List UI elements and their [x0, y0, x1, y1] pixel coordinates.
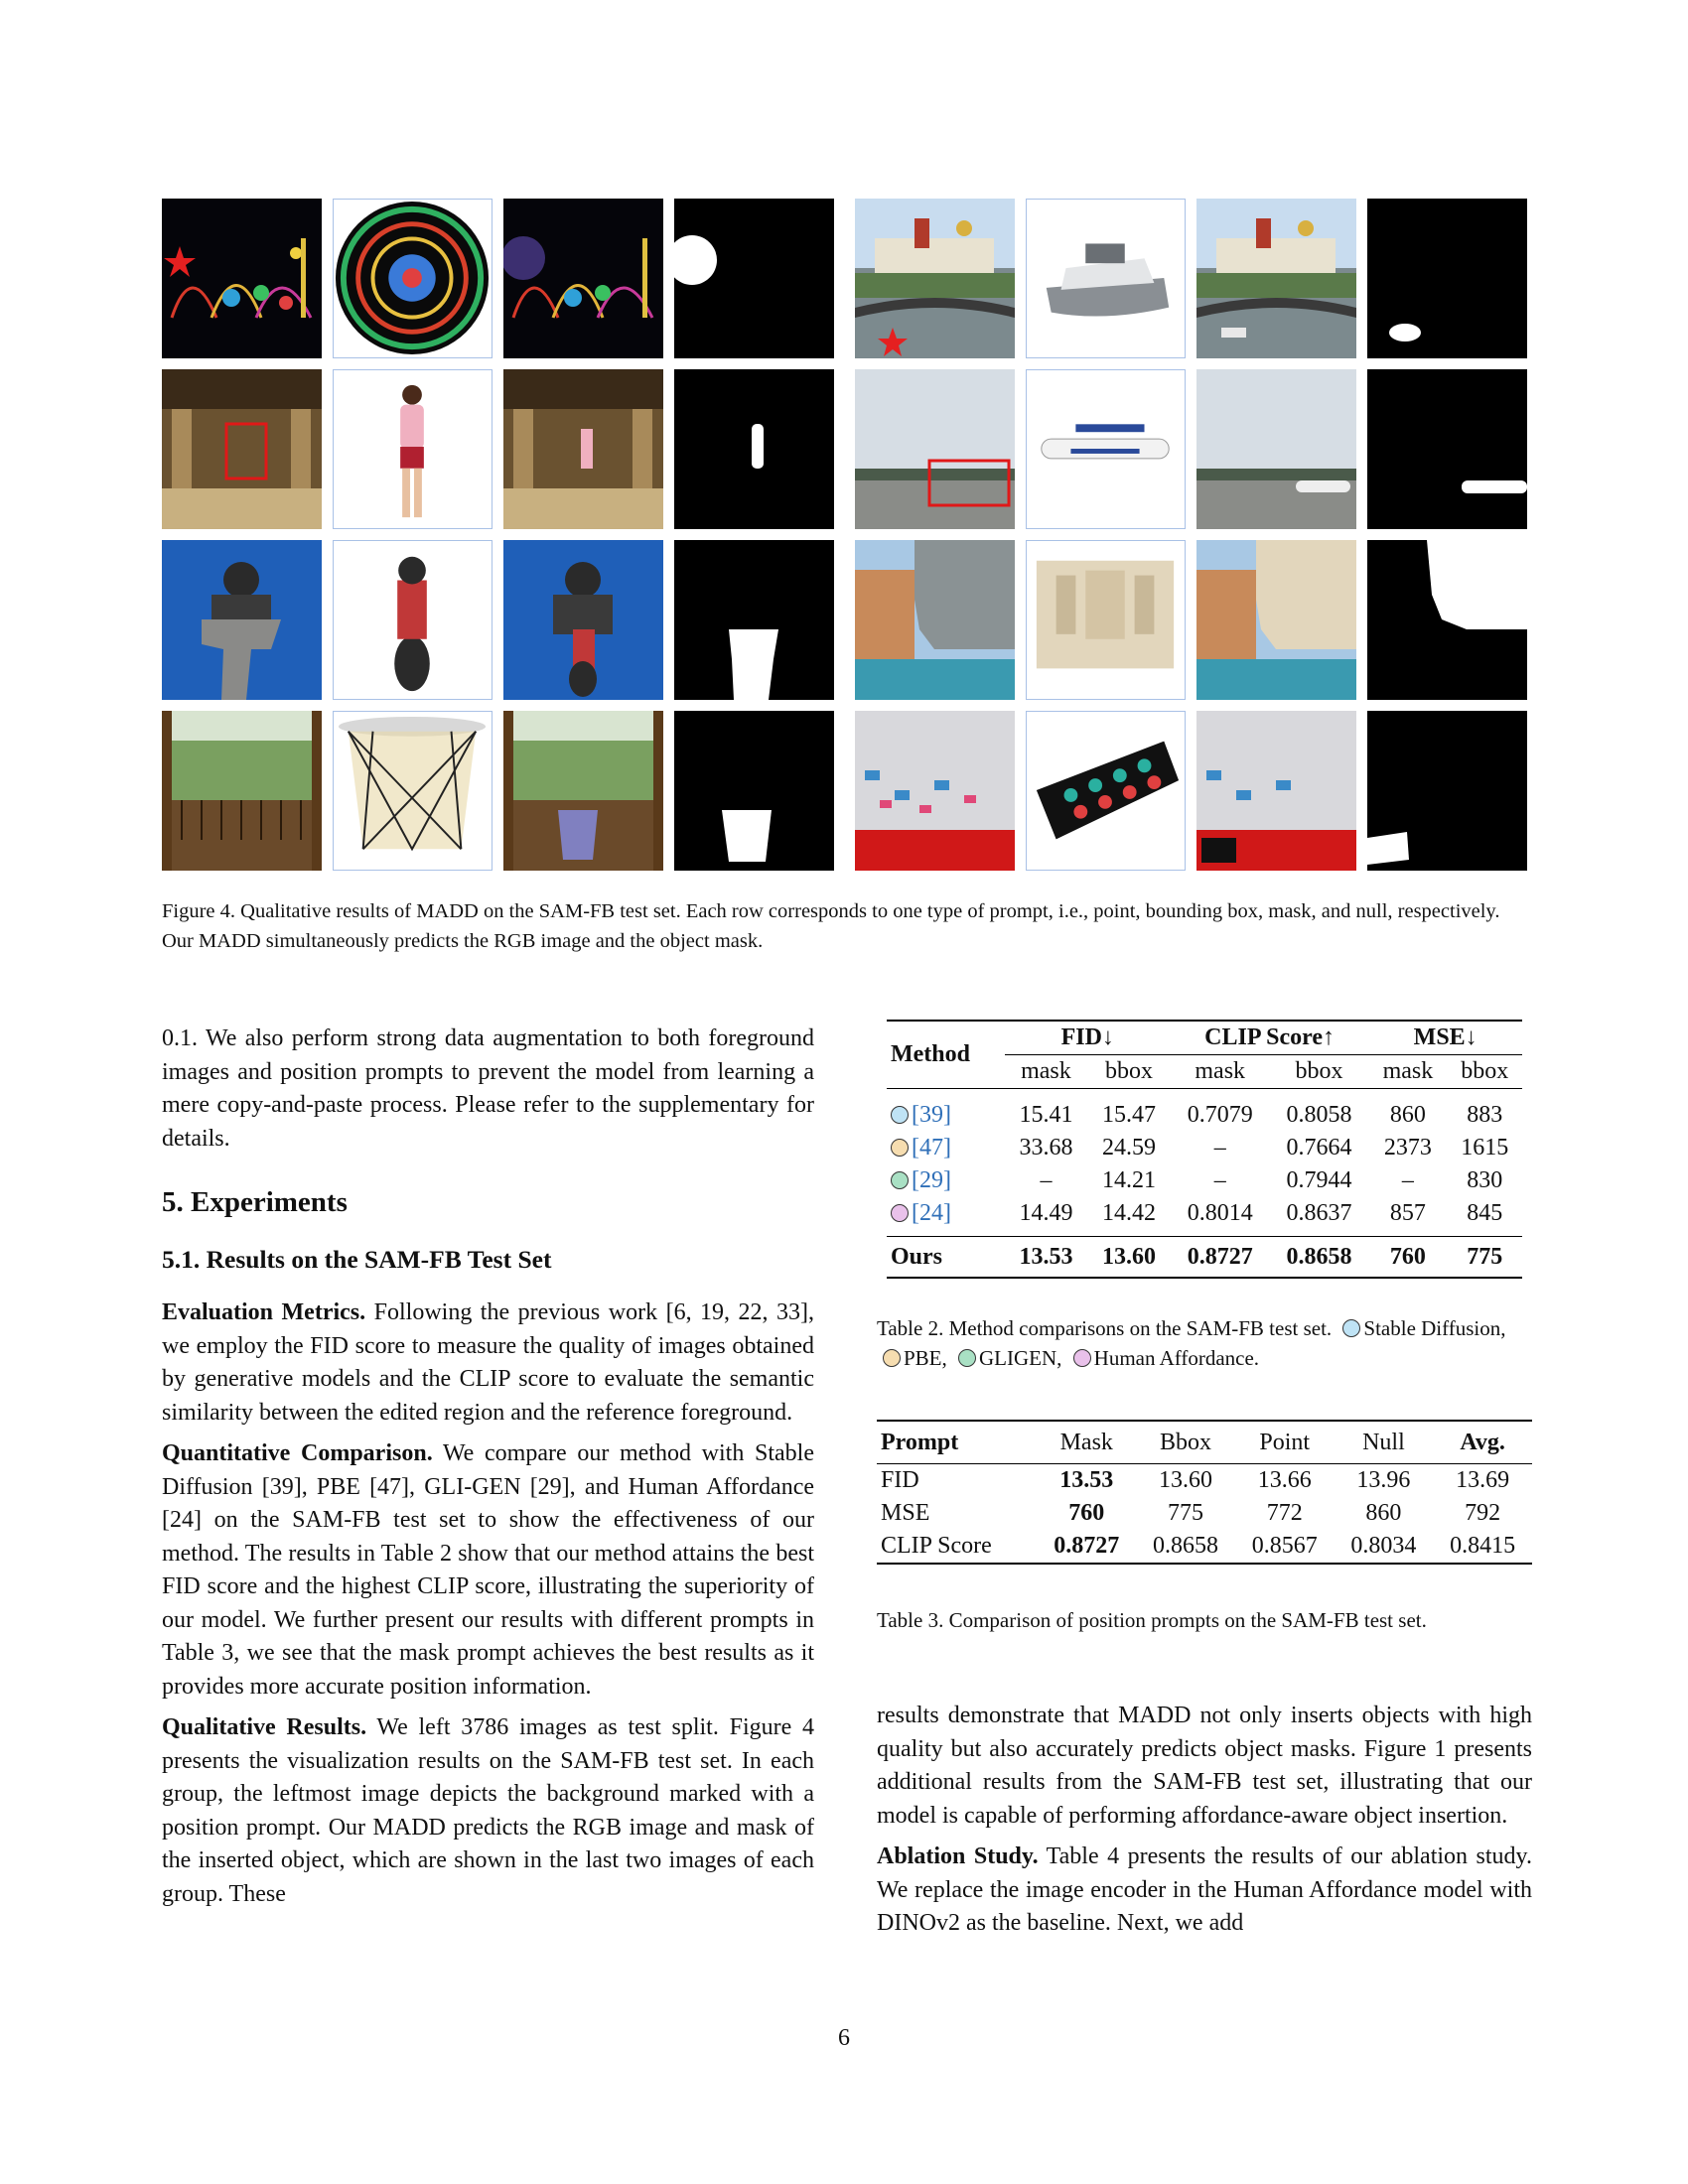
table-2-value-cell: 857 [1389, 1200, 1426, 1226]
right-body [877, 1700, 1532, 1949]
eval-metrics-paragraph [162, 1297, 814, 1430]
background-null-prompt-image [855, 711, 1015, 871]
table-2-subheader: mask [1195, 1058, 1246, 1084]
table-2-caption [877, 1313, 1532, 1373]
ablation-text: Table 4 presents the results of our ablation study. We replace the image encoder in the Human Affordance model with DINOv2 as the baseline. Next, we add [877, 1843, 1532, 1936]
eval-metrics-label: Evaluation Metrics. [162, 1299, 366, 1325]
predicted-mask-image [674, 199, 834, 358]
reference-foreground-image [333, 540, 492, 700]
table-2-value-cell: 33.68 [1019, 1135, 1073, 1160]
table-2-value-cell: 845 [1467, 1200, 1503, 1226]
reference-foreground-image [1026, 711, 1186, 871]
quant-comparison-paragraph [162, 1437, 814, 1704]
method-dot-icon [891, 1139, 909, 1157]
table-2-value-cell: 0.7079 [1187, 1102, 1253, 1128]
table-3-header: Bbox [1159, 1429, 1211, 1455]
predicted-rgb-image [503, 199, 663, 358]
table-2-row [887, 1164, 1522, 1197]
table-2-method-cell [887, 1164, 1005, 1197]
quant-comparison-label: Quantitative Comparison. [162, 1440, 433, 1466]
table-3-cell: 13.66 [1257, 1467, 1312, 1493]
table-2-row [887, 1089, 1522, 1133]
table-2-ours-row [887, 1237, 1522, 1279]
table-3-cell: 13.60 [1158, 1467, 1212, 1493]
quant-comparison-text: We compare our method with Stable Diffusion [39], PBE [47], GLI-GEN [29], and Human Affordance [24] on the SAM-FB test set to show the effectiveness of our method. The results in Table 2 show that our method attains the best FID score and the highest CLIP score, illustrating the superiority of our model. We further present our results with different prompts in Table 3, we see that the mask prompt achieves the best results as it provides more accurate position information. [162, 1440, 814, 1700]
table-3 [877, 1420, 1532, 1565]
method-citation: [47] [912, 1135, 951, 1160]
background-mask-prompt-image [162, 540, 322, 700]
table-2-row [887, 1197, 1522, 1237]
table-2-group-header: CLIP Score↑ [1171, 1021, 1369, 1055]
table-2-value-cell: 24.59 [1102, 1135, 1157, 1160]
stable-diffusion-dot-icon [1342, 1319, 1360, 1337]
table-2-value-cell: 0.7944 [1286, 1167, 1352, 1193]
table-3-header: Prompt [881, 1429, 959, 1455]
table-2-caption-text: Table 2. Method comparisons on the SAM-FB test set. [877, 1316, 1333, 1340]
table-2-value-cell: 0.8058 [1286, 1102, 1352, 1128]
table-3-row [877, 1530, 1532, 1564]
predicted-rgb-image [503, 369, 663, 529]
table-3-cell: 0.8567 [1251, 1533, 1318, 1559]
table-2-method-cell [887, 1197, 1005, 1237]
table-3-cell: 760 [1068, 1500, 1105, 1526]
ablation-paragraph [877, 1841, 1532, 1941]
eval-metrics-text: Following the previous work [6, 19, 22, 33], we employ the FID score to measure the quality of images obtained by generative models and the CLIP score to evaluate the semantic similarity between the edited region and the reference foreground. [162, 1299, 815, 1426]
table-2-value-cell: 0.8637 [1286, 1200, 1352, 1226]
page-number: 6 [838, 2025, 850, 2051]
method-citation: [29] [912, 1167, 951, 1193]
table-3-cell: 13.53 [1059, 1467, 1114, 1493]
table-2-value-cell: 775 [1467, 1243, 1503, 1270]
left-body [162, 1297, 814, 1919]
table-2-value-cell: 13.60 [1102, 1243, 1157, 1270]
table-3-header: Point [1259, 1429, 1311, 1455]
table-3-cell: 0.8727 [1054, 1533, 1120, 1559]
table-3-cell: 13.96 [1356, 1467, 1411, 1493]
predicted-rgb-image [1196, 540, 1356, 700]
table-2-value-cell: – [1213, 1135, 1226, 1160]
background-point-prompt-image [855, 199, 1015, 358]
table-2 [887, 1020, 1522, 1279]
table-2-value-cell: 830 [1467, 1167, 1503, 1193]
predicted-mask-image [1367, 369, 1527, 529]
ablation-label: Ablation Study. [877, 1843, 1039, 1869]
table-3-cell: 0.8658 [1152, 1533, 1218, 1559]
predicted-mask-image [674, 540, 834, 700]
predicted-rgb-image [503, 711, 663, 871]
table-2-value-cell: 860 [1389, 1102, 1426, 1128]
table-3-cell: FID [881, 1467, 919, 1493]
background-bbox-prompt-image [855, 369, 1015, 529]
table-2-subheader: bbox [1295, 1058, 1343, 1084]
background-mask-prompt-image [855, 540, 1015, 700]
table-3-row [877, 1497, 1532, 1530]
table-2-value-cell: – [1040, 1167, 1053, 1193]
table-2-value-cell: 0.8014 [1187, 1200, 1253, 1226]
predicted-rgb-image [1196, 199, 1356, 358]
table-3-cell: 13.69 [1456, 1467, 1510, 1493]
legend-stable-diffusion: Stable Diffusion, [1363, 1316, 1506, 1340]
table-2-value-cell: 14.42 [1102, 1200, 1157, 1226]
background-point-prompt-image [162, 199, 322, 358]
legend-human-affordance: Human Affordance. [1093, 1346, 1260, 1370]
table-2-value-cell: 883 [1467, 1102, 1503, 1128]
table-2-value-cell: 760 [1389, 1243, 1426, 1270]
figure-caption: Figure 4. Qualitative results of MADD on the SAM-FB test set. Each row corresponds to one type of prompt, i.e., point, bounding box, mask, and null, respectively. Our MADD simultaneously predicts the RGB image and the object mask. [162, 900, 1500, 952]
table-2-value-cell: 14.49 [1019, 1200, 1073, 1226]
table-2-value-cell: 0.8727 [1187, 1243, 1253, 1270]
method-dot-icon [891, 1106, 909, 1124]
table-3-cell: 775 [1167, 1500, 1203, 1526]
background-null-prompt-image [162, 711, 322, 871]
table-3-cell: 0.8034 [1350, 1533, 1417, 1559]
table-2-method-cell [887, 1089, 1005, 1133]
table-2-value-cell: 1615 [1461, 1135, 1509, 1160]
table-2-group-header: FID↓ [1005, 1021, 1171, 1055]
gligen-dot-icon [958, 1349, 976, 1367]
method-citation: [39] [912, 1102, 951, 1128]
table-3-row [877, 1464, 1532, 1498]
reference-foreground-image [333, 711, 492, 871]
table-3-cell: CLIP Score [881, 1533, 992, 1559]
predicted-mask-image [674, 369, 834, 529]
predicted-rgb-image [1196, 369, 1356, 529]
table-2-value-cell: 14.21 [1102, 1167, 1157, 1193]
qual-results-text: We left 3786 images as test split. Figure 4 presents the visualization results on the SAM-FB test set. In each group, the leftmost image depicts the background marked with a position prompt. Our MADD predicts the RGB image and mask of the inserted object, which are shown in the last two images of each group. These [162, 1714, 814, 1907]
table-2-subheader: mask [1382, 1058, 1434, 1084]
table-2-method-header: Method [891, 1041, 970, 1067]
table-3-header: Mask [1059, 1429, 1113, 1455]
predicted-rgb-image [1196, 711, 1356, 871]
human-affordance-dot-icon [1073, 1349, 1091, 1367]
table-2-group-header: MSE↓ [1368, 1021, 1522, 1055]
qual-results-paragraph [162, 1711, 814, 1911]
table-2-value-cell: – [1401, 1167, 1414, 1193]
method-dot-icon [891, 1171, 909, 1189]
predicted-mask-image [1367, 199, 1527, 358]
legend-pbe: PBE, [904, 1346, 947, 1370]
method-citation: [24] [912, 1200, 951, 1226]
reference-foreground-image [1026, 199, 1186, 358]
table-3-cell: 860 [1365, 1500, 1402, 1526]
table-3-cell: 792 [1465, 1500, 1501, 1526]
method-dot-icon [891, 1204, 909, 1222]
subsection-heading: 5.1. Results on the SAM-FB Test Set [162, 1245, 552, 1274]
predicted-mask-image [1367, 540, 1527, 700]
reference-foreground-image [333, 369, 492, 529]
predicted-mask-image [674, 711, 834, 871]
table-2-subheader: bbox [1105, 1058, 1154, 1084]
table-2-row [887, 1132, 1522, 1164]
section-heading: 5. Experiments [162, 1186, 348, 1218]
table-2-method-cell [887, 1132, 1005, 1164]
table-2-value-cell: 0.8658 [1286, 1243, 1352, 1270]
table-2-subheader: mask [1021, 1058, 1071, 1084]
right-continuation-paragraph: results demonstrate that MADD not only inserts objects with high quality but also accurately predicts object masks. Figure 1 presents additional results from the SAM-FB test set, illustrating that our model is capable of performing affordance-aware object insertion. [877, 1703, 1532, 1829]
table-2-value-cell: 15.47 [1102, 1102, 1157, 1128]
reference-foreground-image [1026, 540, 1186, 700]
table-2-method-cell: Ours [891, 1243, 943, 1270]
pbe-dot-icon [883, 1349, 901, 1367]
table-3-caption: Table 3. Comparison of position prompts on the SAM-FB test set. [877, 1608, 1427, 1632]
reference-foreground-image [1026, 369, 1186, 529]
figure-4 [162, 199, 1527, 874]
table-2-value-cell: 2373 [1383, 1135, 1432, 1160]
legend-gligen: GLIGEN, [979, 1346, 1062, 1370]
background-bbox-prompt-image [162, 369, 322, 529]
table-2-value-cell: 13.53 [1019, 1243, 1073, 1270]
intro-paragraph: 0.1. We also perform strong data augmentation to both foreground images and position prompts to prevent the model from learning a mere copy-and-paste process. Please refer to the supplementary for details. [162, 1025, 814, 1152]
table-3-header: Null [1362, 1429, 1405, 1455]
qual-results-label: Qualitative Results. [162, 1714, 367, 1740]
predicted-mask-image [1367, 711, 1527, 871]
reference-foreground-image [333, 199, 492, 358]
table-3-cell: MSE [881, 1500, 930, 1526]
predicted-rgb-image [503, 540, 663, 700]
table-2-value-cell: 0.7664 [1286, 1135, 1352, 1160]
table-3-cell: 0.8415 [1450, 1533, 1516, 1559]
table-2-value-cell: – [1213, 1167, 1226, 1193]
table-3-cell: 772 [1266, 1500, 1303, 1526]
table-3-header: Avg. [1460, 1429, 1505, 1455]
table-2-value-cell: 15.41 [1019, 1102, 1073, 1128]
table-2-subheader: bbox [1461, 1058, 1509, 1084]
